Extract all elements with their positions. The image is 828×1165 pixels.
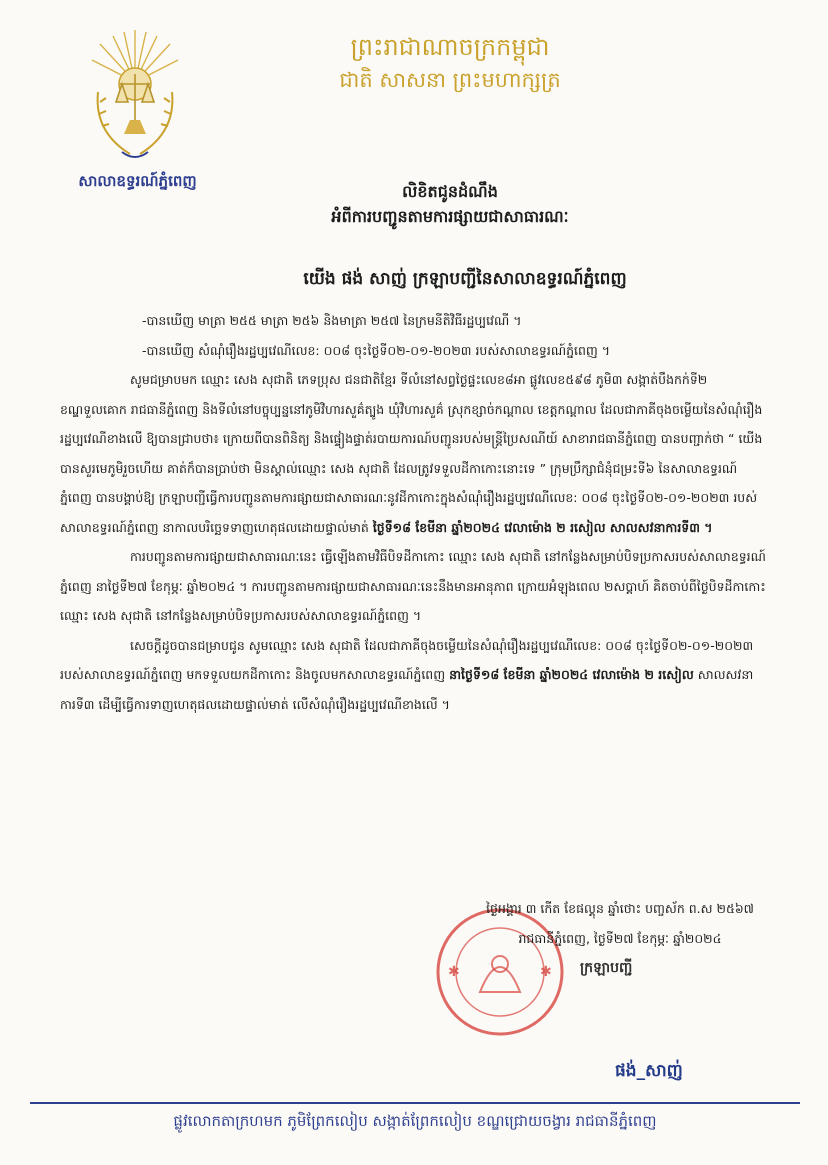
document-title — [250, 180, 650, 230]
issuer-line: យើង ផង់ សាញ់ ក្រឡាបញ្ជីនៃសាលាឧទ្ធរណ៍ភ្នំពេញ — [303, 269, 627, 289]
kingdom-motto: ជាតិ សាសនា ព្រះមហាក្សត្រ — [339, 67, 561, 92]
court-emblem-icon — [80, 22, 190, 167]
footer-divider — [30, 1102, 800, 1104]
paragraph-3-text: សេចក្ដីដូចបានជម្រាបជូន សូមឈ្មោះ សេង សុជាតិ ដែលជាភាគីចុងចម្លើយនៃសំណុំរឿងរដ្ឋប្បវេណីលេខ: ០០៨ ចុះថ្ងៃទី០២-០១-២០២៣ របស់សាលាឧទ្ធរណ៍ភ្នំពេញ មកទទួលយកដីកាកោះ និងចូលមកសាលាឧទ្ធរណ៍ភ្នំពេញ — [60, 637, 754, 682]
paragraph-1 — [60, 365, 766, 542]
hearing-date-2: នាថ្ងៃទី១៨ ខែមីនា ឆ្នាំ២០២៤ វេលាម៉ោង ២ រសៀល — [449, 667, 694, 682]
footer-address: ផ្លូវលោកតាក្រហមក ភូមិព្រែកលៀប សង្កាត់ព្រែកលៀប ខណ្ឌជ្រោយចង្វារ រាជធានីភ្នំពេញ — [173, 1112, 657, 1130]
svg-text:✱: ✱ — [448, 964, 460, 980]
paragraph-1-text: សូមជម្រាបមក ឈ្មោះ សេង សុជាតិ ភេទប្រុស ជនជាតិខ្មែរ ទីលំនៅសព្វថ្ងៃផ្ទះលេខ៨អា ផ្លូវលេខ៥៩៨ ភូមិ៣ សង្កាត់បឹងកក់ទី២ ខណ្ឌទួលគោក រាជធានីភ្នំពេញ និងទីលំនៅបច្ចុប្បន្ននៅភូមិវិហារសួគ៌ត្បូង ឃុំវិហារសួគ៌ ស្រុកខ្សាច់កណ្ដាល ខេត្តកណ្ដាល ដែលជាភាគីចុងចម្លើយនៃសំណុំរឿងរដ្ឋប្បវេណីខាងលើ ឱ្យបានជ្រាបថា៖ ក្រោយពីបានពិនិត្យ និងផ្ទៀងផ្ទាត់របាយការណ៍បញ្ជូនរបស់មន្ត្រីប្រៃសណីយ៍ សាខារាជធានីភ្នំពេញ បានបញ្ជាក់ថា “ យើងបានសួរមេភូមិរួចហើយ គាត់ក៏បានប្រាប់ថា មិនស្គាល់ឈ្មោះ សេង សុជាតិ ដែលត្រូវទទួលដីកាកោះនោះទេ ” ក្រុមប្រឹក្សាជំនុំជម្រះទី៦ នៃសាលាឧទ្ធរណ៍ភ្នំពេញ បានបង្គាប់ឱ្យ ក្រឡាបញ្ជីធ្វើការបញ្ជូនតាមការផ្សាយជាសាធារណៈនូវដីកាកោះក្នុងសំណុំរឿងរដ្ឋប្បវេណីលេខ: ០០៨ ចុះថ្ងៃទី០២-០១-២០២៣ របស់សាលាឧទ្ធរណ៍ភ្នំពេញ នាកាលបរិច្ឆេទទាញហេតុផលដោយផ្ទាល់មាត់ — [60, 372, 763, 535]
seen-clause-1: -បានឃើញ មាត្រា ២៥៥ មាត្រា ២៥៦ និងមាត្រា ២៥៧ នៃក្រមនីតិវិធីរដ្ឋប្បវេណី ។ — [142, 313, 522, 328]
seen-clause-2: -បានឃើញ សំណុំរឿងរដ្ឋប្បវេណីលេខ: ០០៨ ចុះថ្ងៃទី០២-០១-២០២៣ របស់សាលាឧទ្ធរណ៍ភ្នំពេញ ។ — [142, 342, 611, 358]
lunar-date: ថ្ងៃអង្គារ ៣ កើត ខែផល្គុន ឆ្នាំថោះ បញ្ចស័ក ព.ស ២៥៦៧ — [486, 901, 754, 916]
kingdom-title: ព្រះរាជាណាចក្រកម្ពុជា — [350, 33, 550, 61]
title-line-1: លិខិតជូនដំណឹង — [402, 182, 498, 201]
hearing-date-1: ថ្ងៃទី១៨ ខែមីនា ឆ្នាំ២០២៤ វេលាម៉ោង ២ រសៀល សាលសវនាការទី៣ ។ — [372, 519, 713, 535]
court-name: សាលាឧទ្ធរណ៍ភ្នំពេញ — [78, 172, 197, 190]
paragraph-2: ការបញ្ជូនតាមការផ្សាយជាសាធារណៈនេះ ធ្វើឡើងតាមវិធីបិទដីកាកោះ ឈ្មោះ សេង សុជាតិ នៅកន្លែងសម្រាប់បិទប្រកាសរបស់សាលាឧទ្ធរណ៍ភ្នំពេញ នាថ្ងៃទី២៧ ខែកុម្ភៈ ឆ្នាំ២០២៤ ។ ការបញ្ជូនតាមការផ្សាយជាសាធារណៈនេះនឹងមានអានុភាព ក្រោយអំឡុងពេល ២សប្ដាហ៍ គិតចាប់ពីថ្ងៃបិទដីកាកោះ ឈ្មោះ សេង សុជាតិ នៅកន្លែងសម្រាប់បិទប្រកាសរបស់សាលាឧទ្ធរណ៍ភ្នំពេញ ។ — [60, 549, 766, 623]
kingdom-header — [300, 30, 600, 95]
date-block — [440, 894, 800, 954]
solar-date: រាជធានីភ្នំពេញ, ថ្ងៃទី២៧ ខែកុម្ភៈ ឆ្នាំ២០២៤ — [518, 931, 722, 946]
svg-text:✱: ✱ — [540, 964, 552, 980]
signer-name: ផង់_សាញ់ — [615, 1061, 683, 1081]
paragraph-3-end: សាលសវនាការទី៣ ដើម្បីធ្វើការទាញហេតុផលដោយផ្ទាល់មាត់ លើសំណុំរឿងរដ្ឋប្បវេណីខាងលើ ។ — [60, 667, 754, 712]
signer-title: ក្រឡាបញ្ជី — [580, 960, 633, 976]
document-body — [60, 306, 766, 719]
title-line-2: អំពីការបញ្ជូនតាមការផ្សាយជាសាធារណៈ — [331, 206, 569, 226]
paragraph-3 — [60, 631, 766, 720]
